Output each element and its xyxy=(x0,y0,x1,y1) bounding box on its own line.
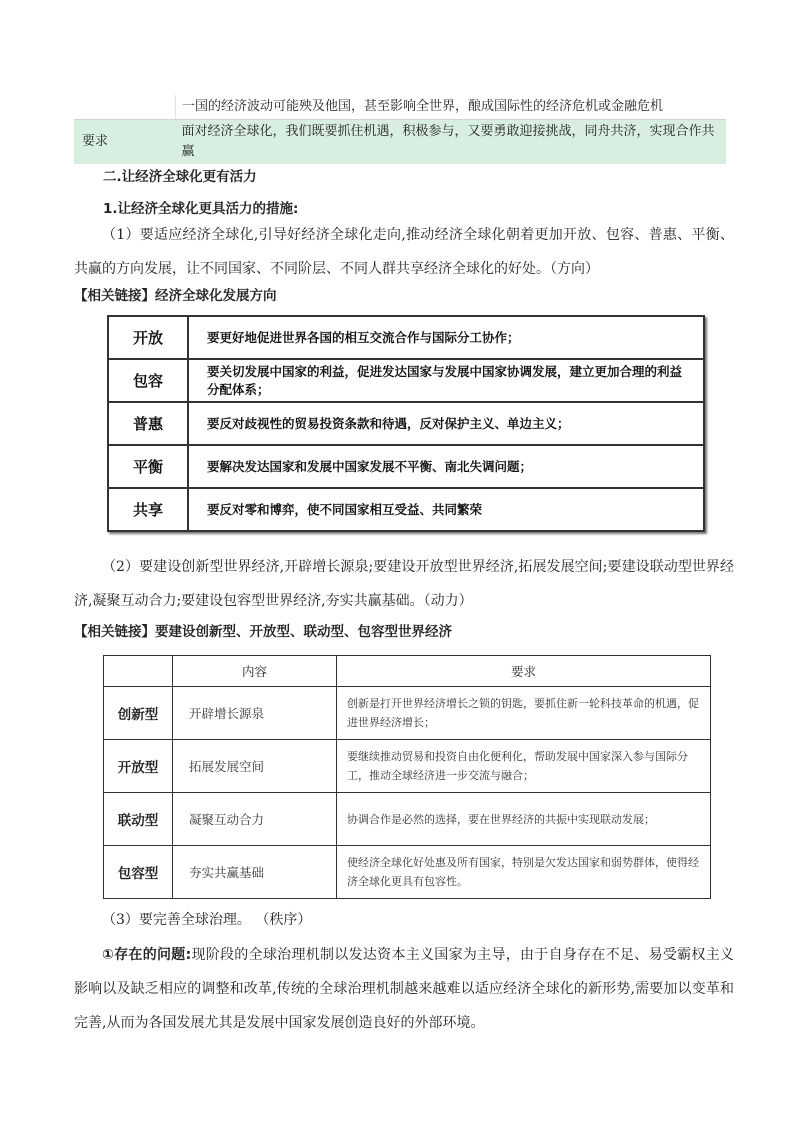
table-cell-empty xyxy=(74,95,176,120)
table-cell: 一国的经济波动可能殃及他国，甚至影响全世界，酿成国际性的经济危机或金融危机 xyxy=(176,95,727,120)
row-head: 开放 xyxy=(108,316,188,359)
row-head: 共享 xyxy=(108,488,188,531)
column-header-content: 内容 xyxy=(173,656,337,687)
row-content: 拓展发展空间 xyxy=(173,740,337,793)
table-row xyxy=(104,687,711,740)
table-row xyxy=(104,793,711,846)
row-requirement: 协调合作是必然的选择，要在世界经济的共振中实现联动发展； xyxy=(337,793,711,846)
table-row xyxy=(108,488,704,531)
row-requirement: 使经济全球化好处惠及所有国家，特别是欠发达国家和弱势群体，使得经济全球化更具有包容性。 xyxy=(337,846,711,899)
paragraph-driving-force: （2）要建设创新型世界经济,开辟增长源泉;要建设开放型世界经济,拓展发展空间;要建设联动型世界经济,凝聚互动合力;要建设包容型世界经济,夯实共赢基础。（动力） xyxy=(74,559,734,609)
problems-label: ①存在的问题: xyxy=(102,947,192,963)
table-row xyxy=(108,359,704,402)
table-row xyxy=(104,740,711,793)
row-head: 普惠 xyxy=(108,402,188,445)
related-link-title-2: 【相关链接】要建设创新型、开放型、联动型、包容型世界经济 xyxy=(74,624,452,640)
row-requirement: 创新是打开世界经济增长之锁的钥匙，要抓住新一轮科技革命的机遇，促进世界经济增长； xyxy=(337,687,711,740)
row-text: 要解决发达国家和发展中国家发展不平衡、南北失调问题； xyxy=(188,445,704,488)
paragraph-governance: （3）要完善全球治理。 （秩序） xyxy=(102,912,312,928)
table-row xyxy=(108,445,704,488)
column-header-requirement: 要求 xyxy=(337,656,711,687)
row-head: 包容型 xyxy=(104,846,173,899)
requirement-label: 要求 xyxy=(74,120,176,165)
table-row xyxy=(104,846,711,899)
row-content: 凝聚互动合力 xyxy=(173,793,337,846)
paragraph-existing-problems xyxy=(74,938,734,1040)
table-row xyxy=(108,402,704,445)
subsection-title: 1.让经济全球化更具活力的措施: xyxy=(103,201,299,217)
row-text: 要更好地促进世界各国的相互交流合作与国际分工协作； xyxy=(188,316,704,359)
row-text: 要反对零和博弈，使不同国家相互受益、共同繁荣 xyxy=(188,488,704,531)
row-content: 开辟增长源泉 xyxy=(173,687,337,740)
paragraph-direction: （1）要适应经济全球化,引导好经济全球化走向,推动经济全球化朝着更加开放、包容、普惠、平衡、共赢的方向发展，让不同国家、不同阶层、不同人群共享经济全球化的好处。（方向） xyxy=(74,227,734,277)
table-row-requirement xyxy=(74,120,726,165)
row-content: 夯实共赢基础 xyxy=(173,846,337,899)
row-requirement: 要继续推动贸易和投资自由化便利化，帮助发展中国家深入参与国际分工，推动全球经济进一步交流与融合； xyxy=(337,740,711,793)
requirement-text: 面对经济全球化，我们既要抓住机遇，积极参与，又要勇敢迎接挑战，同舟共济，实现合作共赢 xyxy=(176,120,727,165)
row-text: 要反对歧视性的贸易投资条款和待遇，反对保护主义、单边主义； xyxy=(188,402,704,445)
column-header-empty xyxy=(104,656,173,687)
economic-globalization-table xyxy=(74,95,726,164)
row-head: 包容 xyxy=(108,359,188,402)
row-head: 创新型 xyxy=(104,687,173,740)
row-head: 联动型 xyxy=(104,793,173,846)
development-direction-table xyxy=(107,315,705,532)
section-title: 二.让经济全球化更有活力 xyxy=(103,169,257,185)
table-row xyxy=(108,316,704,359)
world-economy-types-table xyxy=(103,655,711,899)
row-head: 平衡 xyxy=(108,445,188,488)
problems-text: 现阶段的全球治理机制以发达资本主义国家为主导，由于自身存在不足、易受霸权主义影响以及缺乏相应的调整和改革,传统的全球治理机制越来越难以适应经济全球化的新形势,需要加以变革和完善,从而为各国发展尤其是发展中国家发展创造良好的外部环境。 xyxy=(74,947,735,1031)
table-header-row xyxy=(104,656,711,687)
row-text: 要关切发展中国家的利益，促进发达国家与发展中国家协调发展，建立更加合理的利益分配体系； xyxy=(188,359,704,402)
row-head: 开放型 xyxy=(104,740,173,793)
related-link-title-1: 【相关链接】经济全球化发展方向 xyxy=(74,288,277,304)
table-row xyxy=(74,95,726,120)
